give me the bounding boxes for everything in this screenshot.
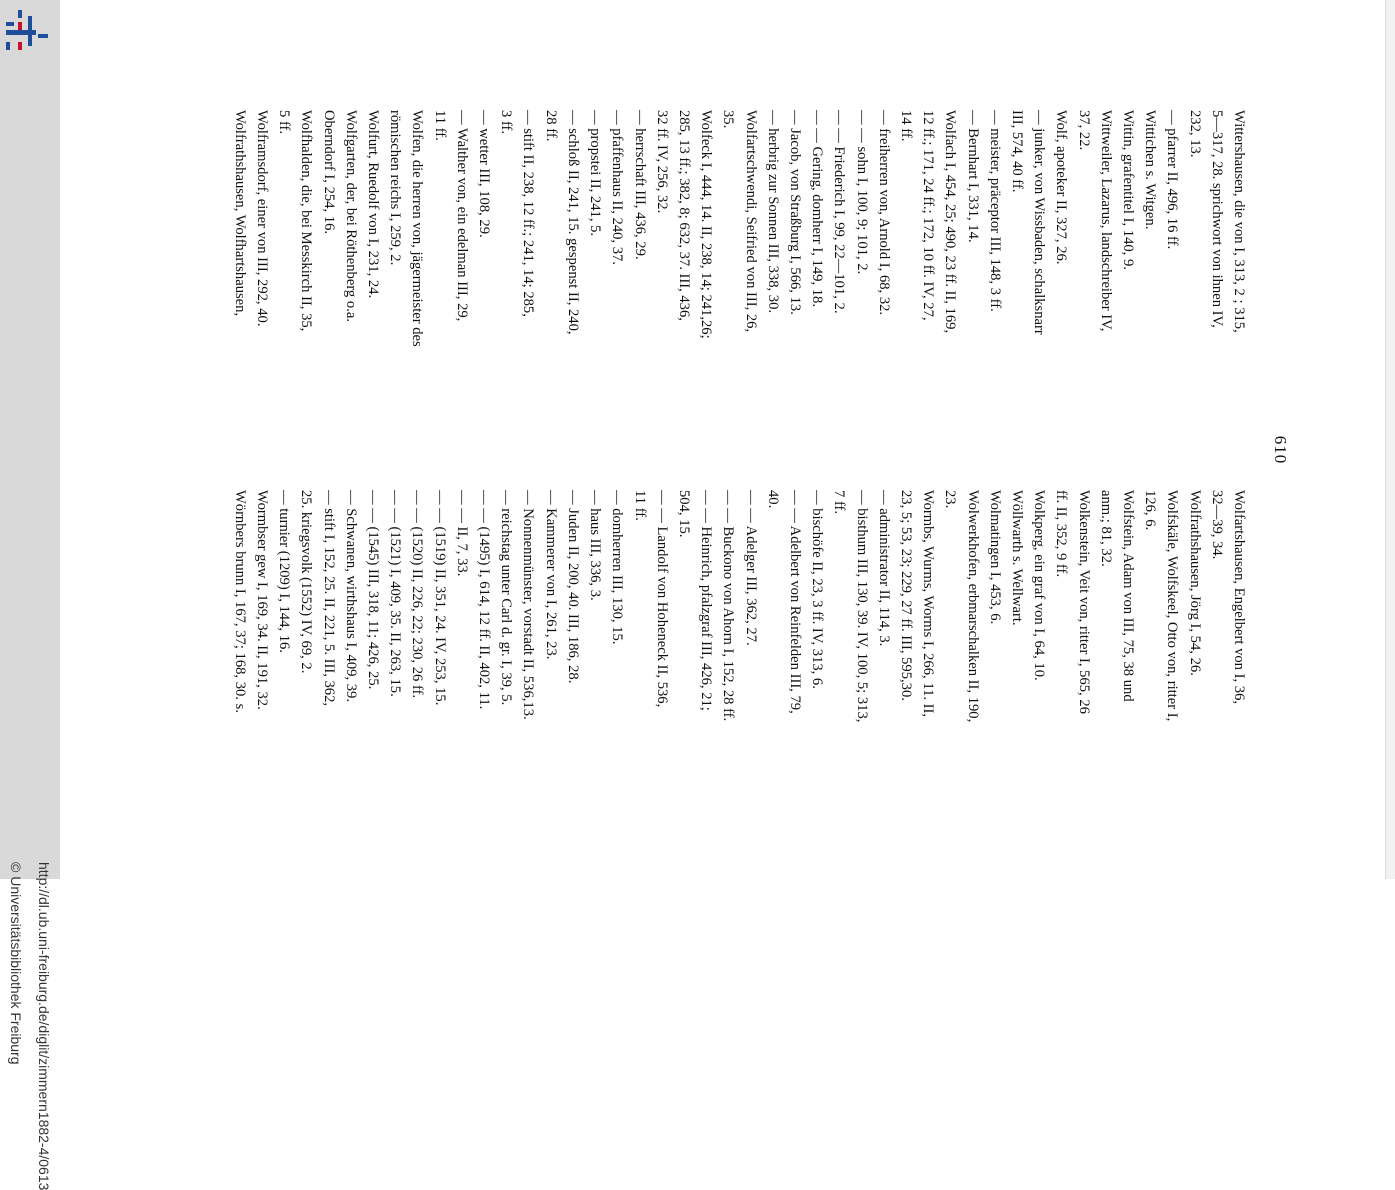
index-entry-line: — schloß II, 241, 15. gespenst II, 240,	[564, 110, 581, 335]
index-entry-line: — — Adelger III, 362, 27.	[742, 490, 759, 646]
index-entry-line: 28 ff.	[542, 110, 559, 142]
index-entry-line: Oberndorf I, 254, 16.	[320, 110, 337, 235]
index-entry-line: — domherren III, 130, 15.	[609, 490, 626, 645]
index-entry-line: — Schwanen, wirthshaus I, 409, 39.	[342, 490, 359, 702]
index-entry-line: Wolfach I, 454, 25; 490, 23 ff. II, 169,	[942, 110, 959, 334]
index-entry-line: Wormbs, Wurms, Worms I, 266, 11. II,	[920, 490, 937, 718]
index-entry-line: 3 ff.	[498, 110, 515, 135]
index-entry-line: 5—317, 28. sprichwort von ihnen IV,	[1208, 110, 1225, 328]
index-entry-line: 23.	[942, 490, 959, 509]
index-entry-line: — — (1520) II, 226, 22; 230, 26 ff.	[409, 490, 426, 699]
index-entry-line: 232, 13.	[1186, 110, 1203, 158]
index-entry-line: — Jacob, von Straßburg I, 566, 13.	[786, 110, 803, 315]
index-entry-line: Wolfartshausen, Engelbert von I, 36,	[1231, 490, 1247, 705]
index-entry-line: — Walther von, ein edelman III, 29,	[453, 110, 470, 322]
index-entry-line: — — (1521) I, 409, 35. II, 263, 15.	[387, 490, 404, 697]
index-entry-line: 40.	[764, 490, 781, 509]
scanned-page	[170, 60, 1290, 840]
index-entry-line: Wittichen s. Witgen.	[1142, 110, 1159, 230]
index-entry-line: — turnier (1209) I, 144, 16.	[276, 490, 293, 653]
index-entry-line: — — Buckono von Ahorn I, 152, 28 ff.	[720, 490, 737, 722]
index-entry-line: Wolkenstein, Veit von, ritter I, 565, 26	[1075, 490, 1092, 714]
index-entry-line: — Kammerer von I, 261, 23.	[542, 490, 559, 660]
index-entry-line: Wormbser gew I, 169, 34. II, 191, 32.	[254, 490, 271, 710]
index-entry-line: — freiherren von, Arnold I, 68, 32.	[875, 110, 892, 316]
index-entry-line: Wolfrathshausen, Wolfhartshausen,	[231, 110, 248, 317]
index-entry-line: — herrschaft III, 436, 29.	[631, 110, 648, 260]
index-entry-line: — bischöfe II, 23, 3 ff. IV, 313, 6.	[809, 490, 826, 689]
index-entry-line: — Juden II, 200, 40. III, 186, 28.	[564, 490, 581, 684]
index-entry-line: III, 574, 40 ff.	[1008, 110, 1025, 193]
index-entry-line: — junker, von Wissbaden, schalksnarr	[1031, 110, 1048, 335]
index-entry-line: — — Landolf von Hoheneck II, 536,	[653, 490, 670, 708]
index-entry-line: Wolfen, die herren von, jägermeister des	[409, 110, 426, 347]
index-entry-line: — — Adelbert von Reinfelden III, 79,	[786, 490, 803, 714]
page-edge	[1385, 0, 1395, 879]
index-entry-line: 285, 13 ff.; 382, 8; 632, 37. III, 436,	[675, 110, 692, 321]
index-entry-line: 5 ff.	[276, 110, 293, 135]
index-entry-line: — — Heinrich, pfalzgraf III, 426, 21;	[698, 490, 715, 711]
index-entry-line: Wolwerkhofen, erbmarschalken II, 190,	[964, 490, 981, 723]
index-entry-line: Wolfskäle, Wolfskeel, Otto von, ritter I,	[1164, 490, 1181, 722]
index-entry-line: Wittweiler, Lazarus, landschreiber IV,	[1097, 110, 1114, 332]
index-entry-line: Wolmatingen I, 453, 6.	[986, 490, 1003, 625]
index-entry-line: — reichstag unter Carl d. gr. I, 39, 5.	[498, 490, 515, 706]
index-entry-line: 25. kriegsvolk (1552) IV, 69, 2.	[298, 490, 315, 674]
index-entry-line: anm.; 81, 32.	[1097, 490, 1114, 567]
index-entry-line: — pfarrer II, 496, 16 ff.	[1164, 110, 1181, 250]
index-entry-line: — — II, 7, 33.	[453, 490, 470, 577]
index-entry-line: — stift II, 238, 12 ff.; 241, 14; 285,	[520, 110, 537, 317]
index-entry-line: — meister, präceptor III, 148, 3 ff.	[986, 110, 1003, 312]
ub-freiburg-logo-icon[interactable]	[4, 8, 50, 54]
index-entry-line: — herbrig zur Sonnen III, 338, 30.	[764, 110, 781, 314]
index-entry-line: — haus III, 336, 3.	[587, 490, 604, 601]
index-entry-line: 504, 15.	[675, 490, 692, 538]
index-entry-line: 32 ff. IV, 256, 32.	[653, 110, 670, 214]
index-entry-line: Wolfartschwendi, Seifried von III, 26,	[742, 110, 759, 333]
index-entry-line: Wolfrathshausen, Jörg I, 54, 26.	[1186, 490, 1203, 676]
index-entry-line: 14 ff.	[897, 110, 914, 142]
index-entry-line: 12 ff.; 171, 24 ff.; 172, 10 ff. IV, 27,	[920, 110, 937, 321]
index-entry-line: — wetter III, 108, 29.	[476, 110, 493, 238]
index-entry-line: — stift I, 152, 25. II, 221, 5. III, 362,	[320, 490, 337, 707]
index-entry-line: 32—39, 34.	[1208, 490, 1225, 560]
index-entry-line: — pfaffenhaus II, 240, 37.	[609, 110, 626, 265]
index-entry-line: — — Friederich I, 99, 22—101, 2.	[831, 110, 848, 314]
page-number: 610	[1271, 435, 1290, 465]
index-entry-line: Wolfgarten, der, bei Röthenberg o.a.	[342, 110, 359, 322]
index-column-left	[229, 110, 1250, 480]
index-entry-line: 11 ff.	[631, 490, 648, 521]
index-entry-line: 35.	[720, 110, 737, 129]
index-entry-line: — propstei II, 241, 5.	[587, 110, 604, 237]
index-entry-line: 7 ff.	[831, 490, 848, 515]
index-entry-line: 37, 22.	[1075, 110, 1092, 151]
index-entry-line: ff. II, 352, 9 ff.	[1053, 490, 1070, 578]
document-url[interactable]: http://dl.ub.uni-freiburg.de/diglit/zimmern1882-4/0613	[36, 862, 52, 1190]
index-entry-line: — Nonnenmünster, vorstadt II, 536,13.	[520, 490, 537, 720]
index-entry-line: — — (1519) II, 351, 24. IV, 253, 15.	[431, 490, 448, 706]
index-entry-line: Wolfurt, Ruedolf von I, 231, 24.	[365, 110, 382, 299]
index-entry-line: — bisthum III, 130, 39. IV, 100, 5; 313,	[853, 490, 870, 723]
copyright-notice: © Universitätsbibliothek Freiburg	[8, 862, 24, 1065]
index-entry-line: Wöllwarth s. Wellwart.	[1008, 490, 1025, 626]
index-entry-line: Wolframsdorf, einer von III, 292, 40.	[254, 110, 271, 327]
index-entry-line: — — Gering, domherr I, 149, 18.	[809, 110, 826, 307]
index-entry-line: — Bernhart I, 331, 14.	[964, 110, 981, 243]
index-entry-line: 23, 5; 53, 23; 229, 27 ff. III, 595,30.	[897, 490, 914, 701]
index-entry-line: Wittershausen, die von I, 313, 2 ; 315,	[1231, 110, 1247, 333]
index-entry-line: Wolfstein, Adam von III, 75, 38 und	[1119, 490, 1136, 702]
index-entry-line: Wolfhalden, die, bei Messkirch II, 35,	[298, 110, 315, 332]
index-entry-line: — — (1495) I, 614, 12 ff. II, 402, 11.	[476, 490, 493, 710]
index-entry-line: — — (1545) III, 318, 11; 426, 25.	[365, 490, 382, 690]
index-entry-line: 11 ff.	[431, 110, 448, 141]
viewer-sidebar	[0, 0, 60, 1190]
index-entry-line: — administrator II, 114, 3.	[875, 490, 892, 647]
index-entry-line: römischen reichs I, 259, 2.	[387, 110, 404, 266]
index-entry-line: Wolf, apoteker II, 327, 26.	[1053, 110, 1070, 265]
index-entry-line: Wittin, grafentitel I, 140, 9.	[1119, 110, 1136, 270]
index-entry-line: — — sohn I, 100, 9; 101, 2.	[853, 110, 870, 275]
index-entry-line: 126, 6.	[1142, 490, 1159, 531]
index-entry-line: Wolfeck I, 444, 14. II, 238, 14; 241,26;	[698, 110, 715, 339]
index-entry-line: Wörnbers brunn I, 167, 37; 168, 30. s.	[231, 490, 248, 713]
index-column-right	[229, 490, 1250, 870]
index-entry-line: Wolkperg, ein graf von I, 64, 10.	[1031, 490, 1048, 681]
